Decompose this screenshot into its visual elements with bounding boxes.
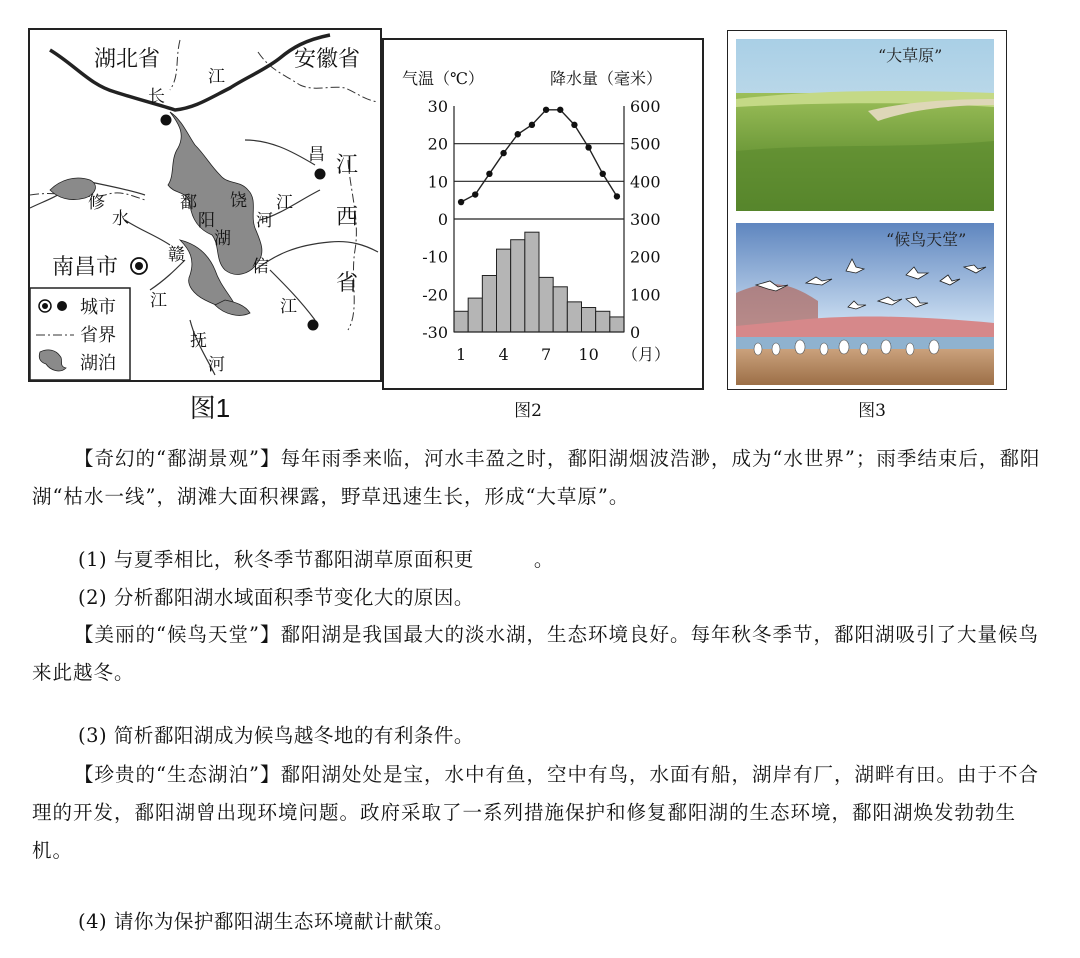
precip-bar	[582, 308, 596, 332]
label-chang-city: 昌	[308, 145, 325, 165]
map-legend	[30, 288, 130, 380]
month-tick-label: 7	[540, 345, 552, 364]
temperature-point	[472, 191, 478, 197]
label-poyang-2: 阳	[198, 211, 215, 231]
question-3: (3) 简析鄱阳湖成为候鸟越冬地的有利条件。	[78, 724, 474, 747]
temperature-point	[585, 144, 591, 150]
chart-left-axis-label: 气温（℃）	[402, 69, 484, 88]
temperature-point	[529, 122, 535, 128]
label-jiang-top: 江	[208, 67, 225, 87]
month-tick-label: 1	[455, 345, 467, 364]
paragraph-1	[32, 440, 1052, 516]
right-tick-label: 500	[630, 134, 661, 154]
temperature-point	[614, 193, 620, 199]
lake-shapes	[50, 112, 262, 315]
photo-panel	[727, 30, 1007, 390]
month-tick-label: 4	[498, 345, 509, 364]
precip-bar	[497, 249, 511, 332]
label-gan: 赣	[168, 245, 185, 265]
chart-month-unit: （月）	[622, 345, 671, 364]
climate-chart	[384, 40, 702, 388]
temperature-point	[543, 107, 549, 113]
label-jiangxi-3: 省	[336, 271, 359, 296]
photo-birds-label: “候鸟天堂”	[886, 230, 967, 249]
left-tick-label: 20	[427, 134, 448, 154]
label-poyang-1: 鄱	[180, 193, 197, 213]
label-rao: 饶	[230, 191, 247, 211]
label-jiangxi-1: 江	[336, 153, 359, 178]
label-chang: 长	[148, 87, 165, 107]
climate-chart-panel	[382, 38, 704, 390]
temperature-point	[557, 107, 563, 113]
birds-photo	[736, 223, 994, 385]
temperature-line	[461, 110, 617, 202]
paragraph-2	[32, 616, 1052, 692]
label-hubei: 湖北省	[94, 47, 161, 72]
fig3-caption: 图3	[858, 401, 886, 421]
label-jiang-rao: 江	[276, 193, 293, 213]
left-tick-label: 0	[437, 210, 448, 229]
grassland-photo	[736, 39, 994, 211]
legend-lake: 湖泊	[80, 353, 116, 374]
label-jiang-xin: 江	[280, 297, 297, 317]
label-xiu: 修	[88, 193, 105, 213]
right-tick-label: 0	[630, 323, 641, 342]
label-poyang-3: 湖	[214, 229, 231, 249]
photo-grassland-label: “大草原”	[878, 46, 943, 65]
chart-right-axis-label: 降水量（毫米）	[550, 69, 663, 88]
question-4: (4) 请你为保护鄱阳湖生态环境献计献策。	[78, 910, 454, 933]
precip-bar	[454, 311, 468, 332]
label-nanchang: 南昌市	[52, 255, 119, 280]
paragraph-2-text: 【美丽的“候鸟天堂”】鄱阳湖是我国最大的淡水湖，生态环境良好。每年秋冬季节，鄱阳湖吸引了大量候鸟来此越冬。	[32, 623, 1039, 684]
precip-bar	[511, 240, 525, 332]
left-tick-label: -30	[422, 323, 448, 342]
month-tick-label: 10	[578, 345, 599, 364]
precip-bar	[468, 298, 482, 332]
right-tick-label: 100	[630, 285, 661, 305]
temperature-point	[600, 171, 606, 177]
question-2: (2) 分析鄱阳湖水域面积季节变化大的原因。	[78, 586, 474, 609]
temperature-point	[515, 131, 521, 137]
label-shui: 水	[112, 209, 129, 229]
precip-bar	[482, 276, 496, 333]
precip-bar	[539, 277, 553, 332]
map-panel	[28, 28, 382, 382]
legend-city: 城市	[80, 297, 116, 318]
right-tick-label: 400	[630, 172, 661, 192]
fig2-caption: 图2	[514, 401, 542, 421]
right-tick-label: 600	[630, 97, 661, 116]
paragraph-3	[32, 756, 1052, 870]
fig1-caption: 图1	[189, 393, 231, 423]
label-anhui: 安徽省	[294, 47, 361, 72]
precip-bar	[596, 311, 610, 332]
legend-border: 省界	[80, 325, 116, 346]
left-tick-label: 10	[427, 172, 448, 192]
poyang-map	[30, 30, 380, 380]
temperature-point	[571, 122, 577, 128]
precip-bar	[553, 287, 567, 332]
temperature-point	[486, 171, 492, 177]
paragraph-3-text: 【珍贵的“生态湖泊”】鄱阳湖处处是宝，水中有鱼，空中有鸟，水面有船，湖岸有厂，湖畔有田。由于不合理的开发，鄱阳湖曾出现环境问题。政府采取了一系列措施保护和修复鄱阳湖的生态环境，鄱阳湖焕发勃勃生机。	[32, 763, 1039, 862]
question-1: (1) 与夏季相比，秋冬季节鄱阳湖草原面积更 。	[78, 548, 554, 571]
left-tick-label: -10	[422, 247, 448, 267]
temperature-point	[500, 150, 506, 156]
photos	[728, 31, 1004, 387]
temperature-point	[458, 199, 464, 205]
label-jiangxi-2: 西	[336, 205, 359, 230]
label-jiang-gan: 江	[150, 291, 167, 311]
right-tick-label: 200	[630, 247, 661, 267]
left-tick-label: -20	[422, 285, 448, 305]
label-he-rao: 河	[256, 211, 273, 231]
label-fu: 抚	[190, 331, 207, 351]
precip-bar	[567, 302, 581, 332]
right-tick-label: 300	[630, 210, 661, 229]
label-he-fu: 河	[208, 355, 225, 375]
label-xin: 信	[252, 257, 269, 277]
left-tick-label: 30	[427, 97, 448, 116]
precip-bar	[525, 232, 539, 332]
yangtze-river	[50, 35, 330, 110]
paragraph-1-text: 【奇幻的“鄱湖景观”】每年雨季来临，河水丰盈之时，鄱阳湖烟波浩渺，成为“水世界”；雨季结束后，鄱阳湖“枯水一线”，湖滩大面积裸露，野草迅速生长，形成“大草原”。	[32, 447, 1041, 508]
precip-bar	[610, 317, 624, 332]
